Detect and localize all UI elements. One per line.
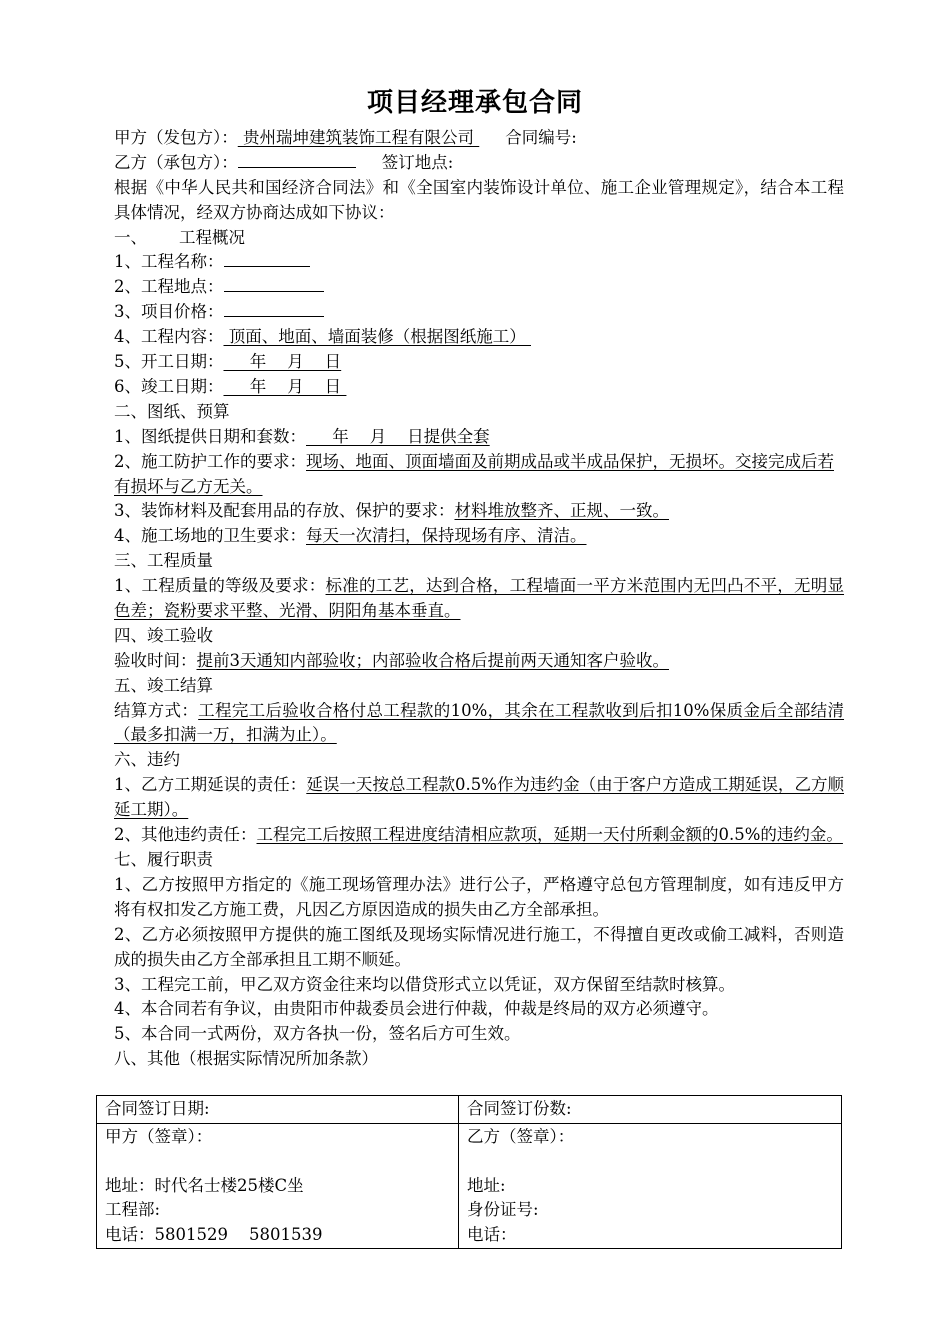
party-b-label: 乙方（承包方）： [114, 152, 238, 172]
project-price-line [114, 300, 844, 325]
drawings-label: 1、图纸提供日期和套数： [114, 426, 306, 446]
protection-label: 2、施工防护工作的要求： [114, 451, 306, 471]
project-location-blank [224, 276, 324, 292]
contract-number-label: 合同编号: [505, 128, 577, 147]
drawings-value: 年 月 日提供全套 [306, 426, 490, 446]
settlement-paragraph [114, 699, 844, 749]
project-content-line [114, 325, 844, 350]
acceptance-label: 验收时间： [114, 650, 197, 670]
project-name-label: 1、工程名称： [114, 252, 224, 272]
section-4-heading: 四、竣工验收 [114, 625, 213, 645]
project-content-label: 4、工程内容： [114, 327, 224, 347]
quality-label: 1、工程质量的等级及要求： [114, 576, 326, 596]
materials-line [114, 499, 844, 524]
sign-place-label: 签订地点: [381, 152, 454, 172]
sign-date-cell: 合同签订日期: [97, 1096, 459, 1124]
project-name-line [114, 250, 844, 275]
delay-paragraph [114, 773, 844, 823]
start-date-line [114, 350, 844, 375]
end-date-line [114, 375, 844, 400]
project-price-blank [224, 301, 324, 317]
section-8-heading: 八、其他（根据实际情况所加条款） [114, 1049, 378, 1069]
sign-copies-cell: 合同签订份数: [459, 1096, 842, 1124]
party-b-id-number: 身份证号: [467, 1200, 539, 1219]
intro-paragraph: 根据《中华人民共和国经济合同法》和《全国室内装饰设计单位、施工企业管理规定》，结合本工程具体情况，经双方协商达成如下协议： [114, 177, 844, 222]
duty-4-line: 4、本合同若有争议，由贵阳市仲裁委员会进行仲裁，仲裁是终局的双方必须遵守。 [114, 999, 719, 1019]
start-date-label: 5、开工日期： [114, 352, 224, 372]
end-date-label: 6、竣工日期： [114, 376, 224, 396]
quality-paragraph [114, 574, 844, 624]
party-a-address: 地址：时代名士楼25楼C坐 [105, 1175, 304, 1195]
protection-paragraph [114, 450, 844, 500]
project-location-line [114, 275, 844, 300]
delay-value: 延误一天按总工程款0.5%作为违约金（由于客户方造成工期延误，乙方顺延工期）。 [114, 775, 845, 820]
drawings-line [114, 425, 844, 450]
section-3-heading: 三、工程质量 [114, 551, 213, 571]
start-date-value: 年 月 日 [223, 352, 342, 372]
duty-5-line: 5、本合同一式两份，双方各执一份，签名后方可生效。 [114, 1024, 521, 1044]
signature-table [96, 1095, 842, 1249]
other-breach-value: 工程完工后按照工程进度结清相应款项，延期一天付所剩金额的0.5%的违约金。 [256, 825, 843, 845]
party-a-department: 工程部: [105, 1200, 161, 1219]
party-b-sign-cell [459, 1123, 842, 1249]
duty-3-line: 3、工程完工前，甲乙双方资金往来均以借贷形式立以凭证，双方保留至结款时核算。 [114, 974, 735, 994]
party-a-value: 贵州瑞坤建筑装饰工程有限公司 [237, 128, 480, 147]
party-b-line [114, 151, 844, 176]
section-6-heading: 六、违约 [114, 750, 180, 770]
section-5-heading: 五、竣工结算 [114, 675, 213, 695]
section-1-heading [114, 226, 844, 251]
other-breach-label: 2、其他违约责任： [114, 825, 257, 845]
other-breach-paragraph [114, 823, 844, 848]
project-name-blank [224, 251, 310, 267]
signature-table-row-1 [97, 1096, 842, 1124]
end-date-value: 年 月 日 [223, 376, 347, 396]
materials-value: 材料堆放整齐、正规、一致。 [454, 501, 669, 521]
quality-value: 标准的工艺，达到合格，工程墙面一平方米范围内无凹凸不平，无明显色差；瓷粉要求平整、光滑、阴阳角基本垂直。 [114, 576, 845, 620]
settlement-value: 工程完工后验收合格付总工程款的10%，其余在工程款收到后扣10%保质金后全部结清（最多扣满一万，扣满为止）。 [114, 700, 845, 745]
section-1-title: 工程概况 [179, 227, 245, 247]
party-b-blank [238, 152, 356, 168]
hygiene-label: 4、施工场地的卫生要求： [114, 526, 306, 546]
acceptance-value: 提前3天通知内部验收；内部验收合格后提前两天通知客户验收。 [196, 650, 669, 670]
party-a-phone: 电话：5801529 5801539 [105, 1224, 323, 1244]
party-b-signature-label: 乙方（签章）： [467, 1126, 575, 1146]
acceptance-line [114, 649, 844, 674]
page-title: 项目经理承包合同 [366, 88, 583, 118]
party-b-phone: 电话： [467, 1224, 517, 1244]
party-a-sign-cell [97, 1123, 459, 1249]
party-b-address: 地址: [467, 1175, 506, 1195]
party-a-signature-label: 甲方（签章）： [105, 1126, 213, 1146]
project-location-label: 2、工程地点： [114, 277, 224, 297]
duty-1-paragraph: 1、乙方按照甲方指定的《施工现场管理办法》进行公子，严格遵守总包方管理制度，如有违反甲方将有权扣发乙方施工费，凡因乙方原因造成的损失由乙方全部承担。 [114, 874, 844, 919]
hygiene-value: 每天一次清扫，保持现场有序、清洁。 [306, 526, 587, 546]
section-7-heading: 七、履行职责 [114, 850, 213, 869]
materials-label: 3、装饰材料及配套用品的存放、保护的要求： [114, 501, 455, 521]
section-1-number: 一、 [114, 227, 147, 247]
protection-value: 现场、地面、顶面墙面及前期成品或半成品保护，无损坏。交接完成后若有损坏与乙方无关。 [114, 451, 834, 496]
settlement-label: 结算方式： [114, 700, 199, 720]
project-content-value: 顶面、地面、墙面装修（根据图纸施工） [223, 327, 531, 347]
hygiene-line [114, 524, 844, 549]
project-price-label: 3、项目价格： [114, 302, 224, 322]
signature-table-row-2 [97, 1123, 842, 1249]
section-2-heading: 二、图纸、预算 [114, 401, 230, 421]
delay-label: 1、乙方工期延误的责任： [114, 775, 307, 795]
duty-2-paragraph: 2、乙方必须按照甲方提供的施工图纸及现场实际情况进行施工，不得擅自更改或偷工减料，否则造成的损失由乙方全部承担且工期不顺延。 [114, 924, 844, 969]
party-a-label: 甲方（发包方）： [114, 128, 238, 147]
party-a-line [114, 126, 844, 151]
contract-body [114, 126, 844, 1072]
